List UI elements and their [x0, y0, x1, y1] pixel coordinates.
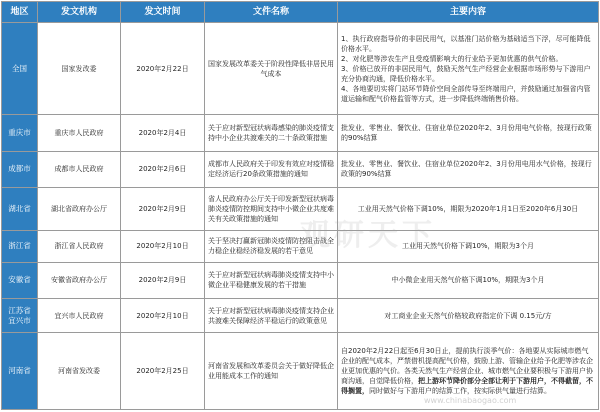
cell-content	[338, 333, 599, 410]
table-row	[2, 333, 599, 410]
cell-title: 省人民政府办公厅关于印发新型冠状病毒肺炎疫情防控期间支持中小微企业共度难关有关政策措施的通知	[205, 187, 338, 230]
cell-content: 批发业、零售业、餐饮业、住宿业单位2020年2、3月份用电气价格，按现行政策的90%结算	[338, 115, 599, 152]
table-row	[2, 115, 599, 152]
cell-title: 关于应对新型冠状病毒肺炎疫情支持企业共渡难关保障经济平稳运行的政策意见	[205, 298, 338, 333]
table-row	[2, 298, 599, 333]
cell-date: 2020年2月9日	[121, 187, 205, 230]
cell-content: 批发业、零售业、餐饮业、住宿业单位2020年2、3月份用电用水气价格，按现行政策的90%结算	[338, 151, 599, 187]
header-region: 地区	[2, 2, 38, 23]
content-line: 4、各地要切实将门站环节降价空间全部传导至终端用户，并鼓励通过加强省内管道运输和配气价格监管等方式，进一步降低终端销售价格。	[341, 84, 591, 103]
table-row	[2, 187, 599, 230]
cell-date: 2020年2月25日	[121, 333, 205, 410]
cell-title: 关于坚决打赢新冠肺炎疫情防控阻击战全力稳企业稳经济稳发展的若干意见	[205, 230, 338, 263]
cell-agency: 宜兴市人民政府	[38, 298, 121, 333]
cell-region: 重庆市	[2, 115, 38, 152]
cell-date: 2020年2月10日	[121, 230, 205, 263]
cell-region: 成都市	[2, 151, 38, 187]
cell-region: 湖北省	[2, 187, 38, 230]
watermark-url: www.chinabaogao.com	[424, 396, 517, 405]
cell-content: 工业用天然气价格下调10%，期限为2020年1月1日至2020年6月30日	[338, 187, 599, 230]
cell-content	[338, 23, 599, 115]
cell-date: 2020年2月10日	[121, 298, 205, 333]
cell-content: 中小微企业用天然气价格下调10%，期限为3个月	[338, 263, 599, 299]
content-text: 同时做好与下游用户的结算工作，按实际供气量进行结算。	[369, 387, 551, 396]
cell-region: 安徽省	[2, 263, 38, 299]
content-line: 3、价格已放开的非居民用气，鼓励天然气生产经营企业根据市场形势与下游用户充分协商沟通，降低价格水平。	[341, 64, 591, 83]
cell-region: 浙江省	[2, 230, 38, 263]
cell-agency: 成都市人民政府	[38, 151, 121, 187]
table-row	[2, 263, 599, 299]
cell-agency: 湖北省政府办公厅	[38, 187, 121, 230]
cell-agency: 浙江省人民政府	[38, 230, 121, 263]
header-date: 发文时间	[121, 2, 205, 23]
table-row	[2, 23, 599, 115]
table-row	[2, 230, 599, 263]
cell-agency: 河南省发改委	[38, 333, 121, 410]
cell-title: 国家发展改革委关于阶段性降低非居民用气成本	[205, 23, 338, 115]
cell-date: 2020年2月4日	[121, 115, 205, 152]
content-line: 1、执行政府指导价的非居民用气，以基准门站价格为基础适当下浮，尽可能降低价格水平。	[341, 34, 591, 53]
cell-date: 2020年2月6日	[121, 151, 205, 187]
cell-date: 2020年2月22日	[121, 23, 205, 115]
cell-region: 河南省	[2, 333, 38, 410]
header-row	[2, 2, 599, 23]
cell-date: 2020年2月9日	[121, 263, 205, 299]
cell-agency: 国家发改委	[38, 23, 121, 115]
cell-region: 江苏省宜兴市	[2, 298, 38, 333]
cell-title: 关于应对新型冠状病毒感染的肺炎疫情支持中小企业共渡难关的二十条政策措施	[205, 115, 338, 152]
cell-content: 工业用天然气价格下调10%，期限为3个月	[338, 230, 599, 263]
cell-content: 对工商业企业天然气价格较政府指定价下调 0.15元/方	[338, 298, 599, 333]
content-emphasis: 把上游环节降价部分全部让利于下游用户，不得截留，不得搁置，	[341, 377, 593, 396]
cell-region: 全国	[2, 23, 38, 115]
content-text: 自2020年2月22日起至6月30日止，提前执行淡季气价：各地要从实际城市燃气企业的配气成本，严禁借机提高配气价格，鼓励上游、管输企业给予化肥等涉农企业更加优惠的气价。各类天然气生产经营企业、城市燃气企业要积极与下游用户协商沟通，自觉降低价格，	[341, 347, 593, 386]
cell-title: 关于应对新型冠状病毒肺炎疫情支持中小微企业平稳健康发展的若干措施	[205, 263, 338, 299]
policy-table	[1, 1, 599, 410]
watermark: 观研天下	[300, 218, 436, 253]
content-line: 2、对化肥等涉农生产且受疫情影响大的行业给予更加优惠的供气价格。	[341, 54, 563, 63]
cell-agency: 安徽省政府办公厅	[38, 263, 121, 299]
header-content: 主要内容	[338, 2, 599, 23]
cell-title: 成都市人民政府关于印发有效应对疫情稳定经济运行20条政策措施的通知	[205, 151, 338, 187]
cell-title: 河南省发展和改革委员会关于做好降低企业用能成本工作的通知	[205, 333, 338, 410]
cell-agency: 重庆市人民政府	[38, 115, 121, 152]
header-title: 文件名称	[205, 2, 338, 23]
table-row	[2, 151, 599, 187]
header-agency: 发文机构	[38, 2, 121, 23]
